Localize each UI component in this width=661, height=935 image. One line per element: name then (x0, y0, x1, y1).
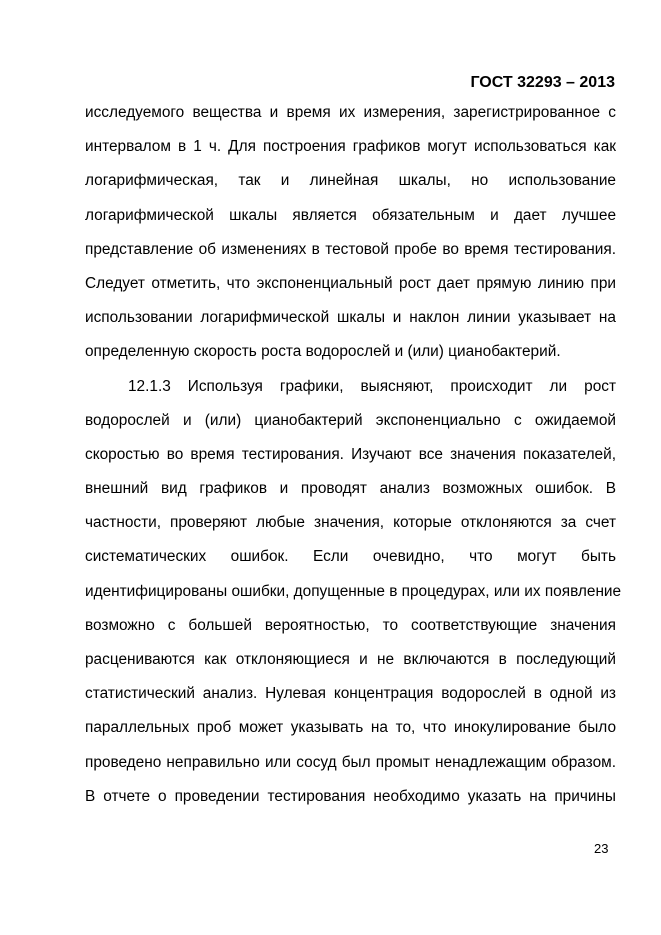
text-line: идентифицированы ошибки, допущенные в процедурах, или их появление (85, 582, 622, 600)
document-header-standard-id: ГОСТ 32293 – 2013 (470, 74, 615, 91)
text-line: внешний вид графиков и проводят анализ возможных ошибок. В (85, 480, 616, 498)
text-line: логарифмической шкалы является обязательным и дает лучшее (85, 206, 616, 224)
text-line: логарифмическая, так и линейная шкалы, но использование (85, 172, 616, 190)
text-line: Следует отметить, что экспоненциальный рост дает прямую линию при (85, 274, 616, 292)
text-line: использовании логарифмической шкалы и наклон линии указывает на (85, 309, 616, 327)
text-line: представление об изменениях в тестовой пробе во время тестирования. (85, 240, 616, 258)
text-line: возможно с большей вероятностью, то соответствующие значения (85, 616, 616, 634)
text-line: интервалом в 1 ч. Для построения графиков могут использоваться как (85, 138, 616, 156)
text-line: исследуемого вещества и время их измерения, зарегистрированное с (85, 104, 616, 121)
page-number: 23 (594, 841, 609, 856)
text-line: проведено неправильно или сосуд был промыт ненадлежащим образом. (85, 753, 616, 771)
text-line: определенную скорость роста водорослей и (или) цианобактерий. (85, 343, 561, 361)
text-line: водорослей и (или) цианобактерий экспоненциально с ожидаемой (85, 411, 616, 429)
text-line: параллельных проб может указывать на то, что инокулирование было (85, 719, 616, 737)
text-line: В отчете о проведении тестирования необходимо указать на причины (85, 787, 616, 805)
text-line: частности, проверяют любые значения, которые отклоняются за счет (85, 514, 616, 532)
text-line: расцениваются как отклоняющиеся и не включаются в последующий (85, 651, 616, 668)
body-text (85, 96, 622, 814)
text-line: статистический анализ. Нулевая концентрация водорослей в одной из (85, 685, 616, 703)
text-line: систематических ошибок. Если очевидно, что могут быть (85, 548, 616, 566)
section-heading-line: 12.1.3 Используя графики, выясняют, происходит ли рост (128, 377, 616, 395)
text-line: скоростью во время тестирования. Изучают все значения показателей, (85, 445, 616, 463)
